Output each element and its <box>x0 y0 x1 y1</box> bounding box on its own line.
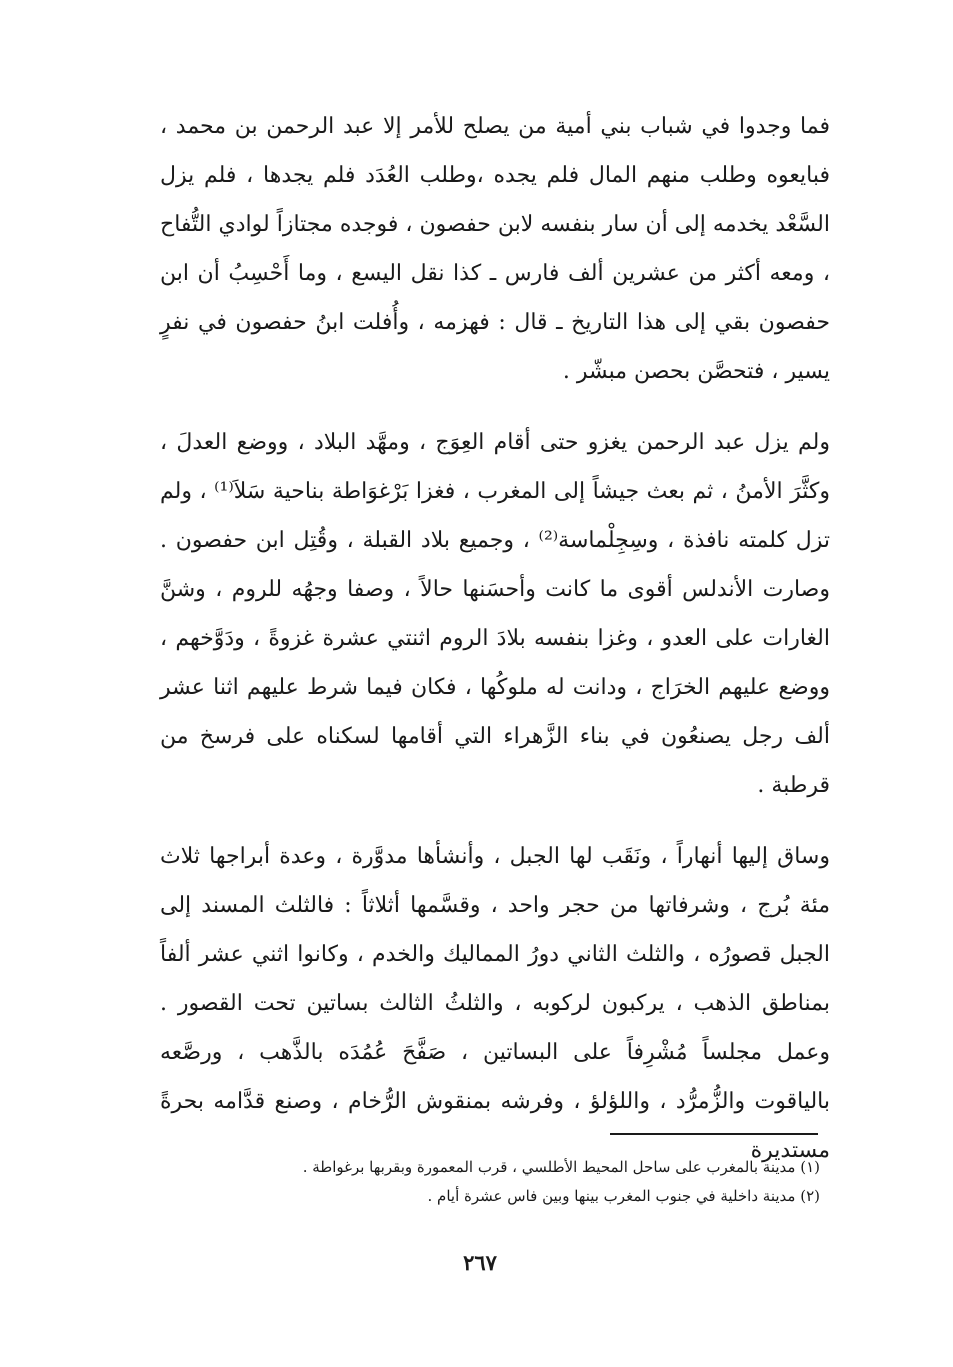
footnote-1: (١) مدينة بالمغرب على ساحل المحيط الأطلسي ، قرب المعمورة وبقربها برغواطة . <box>302 1158 820 1176</box>
footnotes <box>200 1153 820 1211</box>
paragraph-1: فما وجدوا في شباب بني أمية من يصلح للأمر إلا عبد الرحمن بن محمد ، فبايعوه وطلب منهم المال فلم يجده ،وطلب العُدَد فلم يجدها ، فلم يزل السَّعْد يخدمه إلى أن سار بنفسه لابن حفصون ، فوجده مجتازاً لوادي التُّفاح ، ومعه أكثر من عشرين ألف فارس ـ كذا نقل اليسع ، وما أَحْسِبُ أن ابن حفصون بقي إلى هذا التاريخ ـ قال : فهزمه ، وأُفلت ابنُ حفصون في نفرٍ يسير ، فتحصَّن بحصن مبشّر . <box>160 114 830 384</box>
paragraph-3: وساق إليها أنهاراً ، ونَقَب لها الجبل ، وأنشأها مدوَّرة ، وعدة أبراجها ثلاث مئة بُرج ، وشرفاتها من حجر واحد ، وقسَّمها أثلاثاً : فالثلث المسند إلى الجبل قصورُه ، والثلث الثاني دورُ المماليك والخدم ، وكانوا اثني عشر ألفاً بمناطق الذهب ، يركبون لركوبه ، والثلثُ الثالث بساتين تحت القصور . وعمل مجلساً مُشْرِفاً على البساتين ، صَفَّحَ عُمُدَه بالذَّهب ، ورصَّعه بالياقوت والزُّمرُّد ، واللؤلؤ ، وفرشه بمنقوش الرُّخام ، وصنع قدَّامه بحرةً مستديرة <box>160 844 830 1163</box>
main-text <box>160 102 830 1175</box>
footnote-divider <box>610 1133 818 1135</box>
footnote-2: (٢) مدينة داخلية في جنوب المغرب بينها وبين فاس عشرة أيام . <box>427 1187 820 1205</box>
paragraph-2: ولم يزل عبد الرحمن يغزو حتى أقام العِوَج ، ومهَّد البلاد ، ووضع العدلَ ، وكثَّرَ الأمنُ ، ثم بعث جيشاً إلى المغرب ، فغزا بَرْغوَاطة بناحية سَلاَ⁽¹⁾ ، ولم تزل كلمته نافذة ، وسِجِلْماسة⁽²⁾ ، وجميع بلاد القبلة ، وقُتِل ابن حفصون . وصارت الأندلس أقوى ما كانت وأحسَنها حالاً ، وصفا وجهُه للروم ، وشنَّ الغارات على العدو ، وغزا بنفسه بلادَ الروم اثنتي عشرة غزوةً ، ودَوَّخهم ، ووضع عليهم الخرَاج ، ودانت له ملوكُها ، فكان فيما شرط عليهم اثنا عشر ألف رجل يصنعُون في بناء الزَّهراء التي أقامها لسكناه على فرسخ من قرطبة . <box>160 430 830 798</box>
page-number: ٢٦٧ <box>463 1250 497 1275</box>
